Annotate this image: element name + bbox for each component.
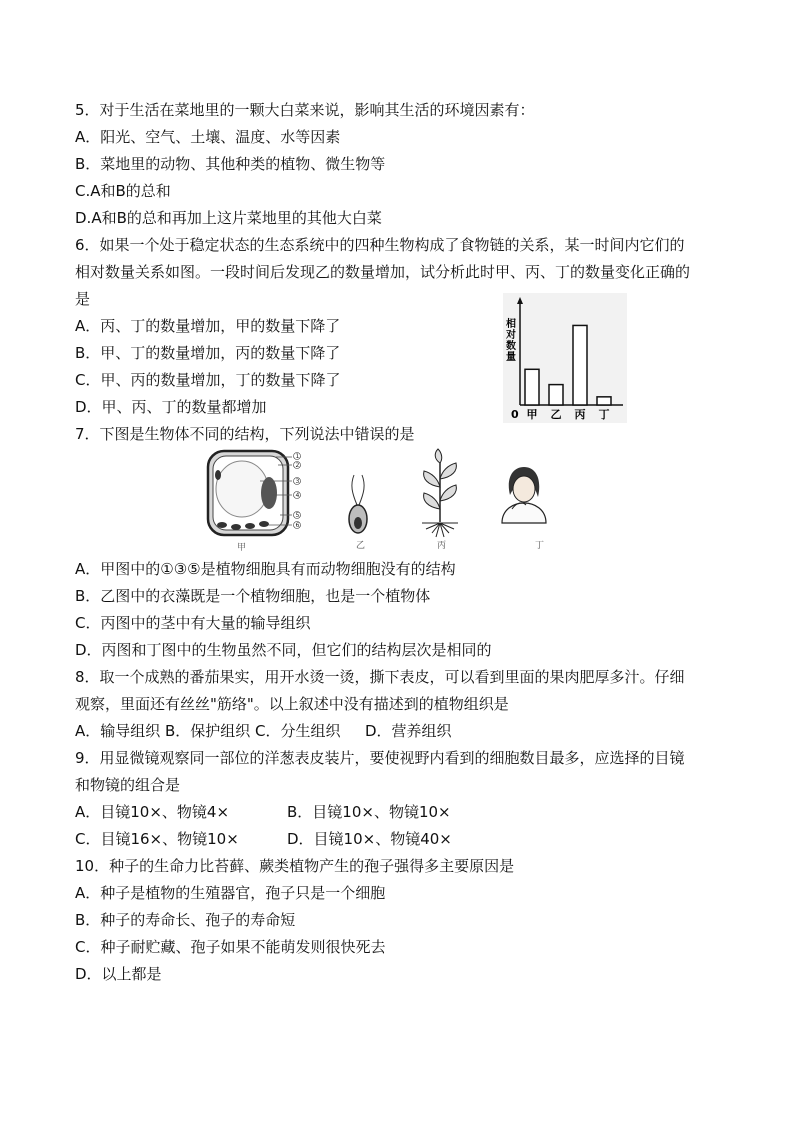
nucleus [261, 477, 277, 509]
q8-stem-line-2: 观察，里面还有丝丝"筋络"。以上叙述中没有描述到的植物组织是 [75, 695, 509, 713]
q10-option-d: D．以上都是 [75, 965, 162, 983]
algae-chloroplast [354, 517, 362, 529]
q6-bar-chart [503, 293, 627, 423]
q9-option-a: A．目镜10×、物镜4× [75, 803, 230, 821]
q5-option-b: B．菜地里的动物、其他种类的植物、微生物等 [75, 155, 386, 173]
plant-cell-diagram [208, 451, 301, 553]
q5-stem: 5．对于生活在菜地里的一颗大白菜来说，影响其生活的环境因素有： [75, 101, 535, 119]
q9-stem-line-2: 和物镜的组合是 [75, 776, 181, 794]
q8-option-c: C．分生组织 [255, 722, 341, 740]
q8-options-row [75, 722, 452, 740]
chloroplast [231, 524, 241, 530]
q5-option-a: A．阳光、空气、土壤、温度、水等因素 [75, 128, 341, 146]
q9-options-row-1 [75, 803, 451, 821]
person-body [502, 503, 546, 523]
plant-roots [426, 523, 454, 537]
q6-option-d: D．甲、丙、丁的数量都增加 [75, 398, 267, 416]
chart-bar-4 [597, 397, 611, 405]
q6-option-a: A．丙、丁的数量增加，甲的数量下降了 [75, 317, 341, 335]
q6-option-b: B．甲、丁的数量增加，丙的数量下降了 [75, 344, 341, 362]
q9-options-row-2 [75, 830, 452, 848]
chart-y-label-char: 对 [506, 330, 516, 341]
cell-marker-4: 4 [295, 492, 300, 499]
q10-option-a: A．种子是植物的生殖器官，孢子只是一个细胞 [75, 884, 386, 902]
chloroplast [217, 522, 227, 528]
q8-stem-line-1: 8．取一个成熟的番茄果实，用开水烫一烫，撕下表皮，可以看到里面的果肉肥厚多汁。仔细 [75, 668, 685, 686]
cell-marker-1: 1 [295, 453, 300, 460]
q5-option-d: D.A和B的总和再加上这片菜地里的其他大白菜 [75, 209, 382, 227]
person-face [513, 476, 535, 502]
cell-marker-6: 6 [295, 522, 300, 529]
chart-x-tick-label: 甲 [526, 408, 538, 421]
q10-stem: 10．种子的生命力比苔藓、蕨类植物产生的孢子强得多主要原因是 [75, 857, 515, 875]
cell-marker-2: 2 [295, 462, 300, 469]
q9-option-c: C．目镜16×、物镜10× [75, 830, 239, 848]
q8-option-d: D．营养组织 [365, 722, 452, 740]
flagellum [359, 475, 364, 505]
figure-label-bing: 丙 [437, 541, 447, 551]
figure-label-yi: 乙 [356, 541, 366, 551]
chart-bar-3 [573, 325, 587, 405]
chloroplast [215, 470, 221, 480]
cell-marker-3: 3 [295, 478, 300, 485]
chart-x-tick-label: 乙 [550, 408, 562, 421]
q9-option-b: B．目镜10×、物镜10× [287, 803, 451, 821]
chloroplast [259, 521, 269, 527]
chlamydomonas-diagram [349, 475, 367, 551]
q9-stem-line-1: 9．用显微镜观察同一部位的洋葱表皮装片，要使视野内看到的细胞数目最多，应选择的目镜 [75, 749, 685, 767]
chart-y-axis-label [505, 317, 516, 363]
q6-stem-line-3: 是 [75, 290, 91, 308]
q5-option-c: C.A和B的总和 [75, 182, 171, 200]
chart-x-tick-label: 丙 [574, 408, 586, 421]
q7-stem: 7．下图是生物体不同的结构，下列说法中错误的是 [75, 425, 415, 443]
chart-y-label-char: 相 [506, 319, 516, 330]
q7-option-d: D．丙图和丁图中的生物虽然不同，但它们的结构层次是相同的 [75, 641, 492, 659]
chart-origin-label: 0 [511, 408, 519, 421]
q7-option-c: C．丙图中的茎中有大量的输导组织 [75, 614, 311, 632]
q8-option-b: B．保护组织 [165, 722, 251, 740]
figure-label-ding: 丁 [535, 541, 545, 551]
chart-y-label-char: 数 [506, 341, 516, 352]
flagellum [352, 475, 357, 505]
q10-option-c: C．种子耐贮藏、孢子如果不能萌发则很快死去 [75, 938, 386, 956]
plant-diagram [422, 449, 458, 551]
chart-y-label-char: 量 [506, 352, 516, 363]
vacuole [216, 461, 268, 517]
cell-marker-5: 5 [295, 512, 300, 519]
q7-figure [200, 447, 560, 553]
chloroplast [245, 523, 255, 529]
chart-bar-1 [525, 369, 539, 405]
q8-option-a: A．输导组织 [75, 722, 161, 740]
q9-option-d: D．目镜10×、物镜40× [287, 830, 452, 848]
q6-stem-line-2: 相对数量关系如图。一段时间后发现乙的数量增加，试分析此时甲、丙、丁的数量变化正确的 [75, 263, 691, 281]
chart-x-tick-label: 丁 [598, 408, 610, 421]
q10-option-b: B．种子的寿命长、孢子的寿命短 [75, 911, 296, 929]
q7-option-b: B．乙图中的衣藻既是一个植物细胞，也是一个植物体 [75, 587, 431, 605]
q7-option-a: A．甲图中的①③⑤是植物细胞具有而动物细胞没有的结构 [75, 560, 456, 578]
chart-bar-2 [549, 385, 563, 405]
figure-label-jia: 甲 [237, 543, 247, 553]
person-diagram [502, 467, 546, 551]
q6-stem-line-1: 6．如果一个处于稳定状态的生态系统中的四种生物构成了食物链的关系，某一时间内它们的 [75, 236, 685, 254]
q6-option-c: C．甲、丙的数量增加，丁的数量下降了 [75, 371, 341, 389]
